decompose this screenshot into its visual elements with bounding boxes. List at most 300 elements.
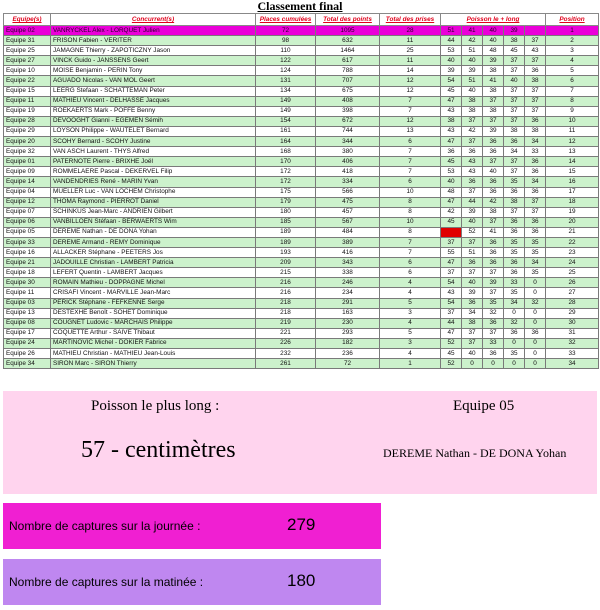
- fish-3-cell: 32: [483, 308, 504, 318]
- table-row: [4, 338, 599, 348]
- competitors-cell: ALLACKER Stéphane - PEETERS Jos: [51, 248, 256, 258]
- places-cell: 180: [256, 207, 316, 217]
- fish-4-cell: 37: [504, 157, 525, 167]
- header-concurrents: Concurrent(s): [51, 14, 256, 26]
- competitors-cell: DEREME Armand - REMY Dominique: [51, 237, 256, 247]
- fish-1-cell: 45: [441, 86, 462, 96]
- fish-5-cell: 37: [525, 197, 546, 207]
- competitors-cell: LOYSON Philippe - WAUTELET Bernard: [51, 126, 256, 136]
- fish-5-cell: 36: [525, 167, 546, 177]
- fish-4-cell: 36: [504, 187, 525, 197]
- places-cell: 168: [256, 147, 316, 157]
- position-cell: 26: [546, 278, 599, 288]
- header-points: Total des points: [316, 14, 380, 26]
- position-cell: 27: [546, 288, 599, 298]
- team-cell: Equipe 26: [4, 349, 51, 359]
- table-row: [4, 86, 599, 96]
- fish-1-cell: 36: [441, 147, 462, 157]
- points-cell: 617: [316, 56, 380, 66]
- position-cell: 25: [546, 268, 599, 278]
- prises-cell: 7: [380, 106, 441, 116]
- fish-5-cell: 37: [525, 36, 546, 46]
- team-cell: Equipe 21: [4, 258, 51, 268]
- points-cell: 338: [316, 268, 380, 278]
- fish-5-cell: 0: [525, 288, 546, 298]
- places-cell: 134: [256, 86, 316, 96]
- competitors-cell: JADOUILLE Christian - LAMBERT Patricia: [51, 258, 256, 268]
- points-cell: 475: [316, 197, 380, 207]
- team-cell: Equipe 32: [4, 147, 51, 157]
- prises-cell: 12: [380, 76, 441, 86]
- fish-3-cell: 38: [483, 86, 504, 96]
- table-header-row: [4, 14, 599, 26]
- fish-5-cell: 37: [525, 56, 546, 66]
- places-cell: 98: [256, 36, 316, 46]
- prises-cell: 11: [380, 56, 441, 66]
- fish-3-cell: 41: [483, 227, 504, 237]
- fish-1-cell: 40: [441, 177, 462, 187]
- table-row: [4, 328, 599, 338]
- competitors-cell: DEVOOGHT Gianni - EGEMEN Sémih: [51, 116, 256, 126]
- team-cell: Equipe 04: [4, 187, 51, 197]
- table-row: [4, 197, 599, 207]
- prises-cell: 7: [380, 96, 441, 106]
- table-row: [4, 96, 599, 106]
- places-cell: 149: [256, 106, 316, 116]
- header-position: Position: [546, 14, 599, 26]
- page-title: Classement final: [257, 0, 343, 13]
- position-cell: 14: [546, 157, 599, 167]
- table-row: [4, 308, 599, 318]
- competitors-cell: ROEKAERTS Mark - POFFE Benny: [51, 106, 256, 116]
- table-row: [4, 26, 599, 36]
- fish-1-cell: 52: [441, 338, 462, 348]
- fish-5-cell: 36: [525, 328, 546, 338]
- fish-2-cell: 40: [462, 217, 483, 227]
- fish-1-cell: 43: [441, 106, 462, 116]
- places-cell: 149: [256, 96, 316, 106]
- fish-2-cell: 38: [462, 106, 483, 116]
- fish-2-cell: 40: [462, 278, 483, 288]
- team-cell: Equipe 14: [4, 177, 51, 187]
- fish-2-cell: 37: [462, 237, 483, 247]
- fish-2-cell: 43: [462, 157, 483, 167]
- prises-cell: 4: [380, 278, 441, 288]
- position-cell: 7: [546, 86, 599, 96]
- fish-1-cell: 54: [441, 278, 462, 288]
- fish-1-cell: 45: [441, 157, 462, 167]
- position-cell: 33: [546, 349, 599, 359]
- table-row: [4, 237, 599, 247]
- prises-cell: 7: [380, 167, 441, 177]
- team-cell: Equipe 13: [4, 308, 51, 318]
- fish-3-cell: 36: [483, 258, 504, 268]
- table-row: [4, 349, 599, 359]
- prises-cell: 5: [380, 328, 441, 338]
- fish-4-cell: 37: [504, 56, 525, 66]
- fish-2-cell: 37: [462, 137, 483, 147]
- competitors-cell: ROMMELAERE Pascal - DEKERVEL Filip: [51, 167, 256, 177]
- competitors-cell: MATHIEU Vincent - DELHASSE Jacques: [51, 96, 256, 106]
- fish-2-cell: 43: [462, 167, 483, 177]
- fish-1-cell: 47: [441, 96, 462, 106]
- fish-4-cell: 35: [504, 248, 525, 258]
- fish-2-cell: 38: [462, 318, 483, 328]
- fish-4-cell: 34: [504, 298, 525, 308]
- fish-4-cell: 35: [504, 349, 525, 359]
- fish-5-cell: 37: [525, 96, 546, 106]
- fish-3-cell: 38: [483, 66, 504, 76]
- points-cell: 291: [316, 298, 380, 308]
- team-cell: Equipe 24: [4, 338, 51, 348]
- fish-3-cell: 39: [483, 56, 504, 66]
- morning-captures-label: Nombre de captures sur la matinée :: [9, 575, 204, 589]
- places-cell: 179: [256, 197, 316, 207]
- fish-2-cell: 52: [462, 227, 483, 237]
- fish-5-cell: 37: [525, 106, 546, 116]
- points-cell: 398: [316, 106, 380, 116]
- prises-cell: 5: [380, 298, 441, 308]
- fish-1-cell: 45: [441, 217, 462, 227]
- ranking-table: [3, 13, 599, 369]
- position-cell: 9: [546, 106, 599, 116]
- fish-3-cell: 38: [483, 106, 504, 116]
- fish-5-cell: 0: [525, 318, 546, 328]
- competitors-cell: VAN ASCH Laurent - THYS Alfred: [51, 147, 256, 157]
- team-cell: Equipe 11: [4, 96, 51, 106]
- fish-5-cell: 38: [525, 76, 546, 86]
- fish-1-cell: 54: [441, 298, 462, 308]
- position-cell: 3: [546, 46, 599, 56]
- fish-4-cell: 35: [504, 288, 525, 298]
- points-cell: 293: [316, 328, 380, 338]
- competitors-cell: MARTINOVIC Michel - DOKIER Fabrice: [51, 338, 256, 348]
- fish-2-cell: 37: [462, 268, 483, 278]
- fish-4-cell: 34: [504, 147, 525, 157]
- points-cell: 707: [316, 76, 380, 86]
- fish-4-cell: 37: [504, 86, 525, 96]
- prises-cell: 6: [380, 177, 441, 187]
- fish-1-cell: 43: [441, 288, 462, 298]
- points-cell: 744: [316, 126, 380, 136]
- points-cell: 672: [316, 116, 380, 126]
- points-cell: 236: [316, 349, 380, 359]
- places-cell: 221: [256, 328, 316, 338]
- team-cell: Equipe 18: [4, 268, 51, 278]
- competitors-cell: AGUADO Nicolas - VAN MOL Geert: [51, 76, 256, 86]
- fish-3-cell: 36: [483, 349, 504, 359]
- prises-cell: 7: [380, 248, 441, 258]
- fish-3-cell: 41: [483, 76, 504, 86]
- fish-5-cell: 34: [525, 258, 546, 268]
- places-cell: 189: [256, 237, 316, 247]
- team-cell: Equipe 19: [4, 106, 51, 116]
- fish-4-cell: 37: [504, 66, 525, 76]
- table-row: [4, 318, 599, 328]
- fish-2-cell: 39: [462, 207, 483, 217]
- fish-4-cell: 37: [504, 96, 525, 106]
- points-cell: 389: [316, 237, 380, 247]
- fish-1-cell: 39: [441, 66, 462, 76]
- fish-1-cell: 37: [441, 237, 462, 247]
- places-cell: 218: [256, 308, 316, 318]
- places-cell: 218: [256, 298, 316, 308]
- competitors-cell: MATHIEU Christian - MATHIEU Jean-Louis: [51, 349, 256, 359]
- team-cell: Equipe 09: [4, 167, 51, 177]
- prises-cell: 10: [380, 187, 441, 197]
- prises-cell: 7: [380, 147, 441, 157]
- table-row: [4, 46, 599, 56]
- competitors-cell: JAMAGNE Thierry - ZAPOTICZNY Jason: [51, 46, 256, 56]
- places-cell: 172: [256, 177, 316, 187]
- position-cell: 12: [546, 137, 599, 147]
- fish-2-cell: 40: [462, 56, 483, 66]
- prises-cell: 14: [380, 66, 441, 76]
- fish-3-cell: 48: [483, 46, 504, 56]
- points-cell: 418: [316, 167, 380, 177]
- fish-5-cell: 43: [525, 46, 546, 56]
- fish-2-cell: 38: [462, 96, 483, 106]
- fish-3-cell: 37: [483, 96, 504, 106]
- table-row: [4, 177, 599, 187]
- fish-3-cell: 37: [483, 268, 504, 278]
- fish-1-cell: 55: [441, 248, 462, 258]
- fish-2-cell: 42: [462, 36, 483, 46]
- fish-5-cell: 37: [525, 86, 546, 96]
- fish-4-cell: 0: [504, 338, 525, 348]
- fish-4-cell: 38: [504, 197, 525, 207]
- points-cell: 566: [316, 187, 380, 197]
- position-cell: 24: [546, 258, 599, 268]
- table-row: [4, 36, 599, 46]
- fish-3-cell: 36: [483, 147, 504, 157]
- team-cell: Equipe 30: [4, 278, 51, 288]
- position-cell: 2: [546, 36, 599, 46]
- fish-1-cell: 45: [441, 349, 462, 359]
- table-row: [4, 137, 599, 147]
- places-cell: 172: [256, 167, 316, 177]
- fish-4-cell: 35: [504, 177, 525, 187]
- points-cell: 343: [316, 258, 380, 268]
- places-cell: 170: [256, 157, 316, 167]
- fish-2-cell: 51: [462, 76, 483, 86]
- fish-2-cell: 37: [462, 328, 483, 338]
- table-row: [4, 359, 599, 369]
- fish-4-cell: 36: [504, 137, 525, 147]
- fish-4-cell: 37: [504, 167, 525, 177]
- prises-cell: 13: [380, 126, 441, 136]
- prises-cell: 6: [380, 258, 441, 268]
- fish-2-cell: 36: [462, 298, 483, 308]
- fish-4-cell: 36: [504, 258, 525, 268]
- fish-4-cell: 36: [504, 268, 525, 278]
- table-row: [4, 56, 599, 66]
- fish-3-cell: 40: [483, 36, 504, 46]
- fish-1-cell: 47: [441, 328, 462, 338]
- team-cell: Equipe 01: [4, 157, 51, 167]
- fish-2-cell: 39: [462, 66, 483, 76]
- position-cell: 16: [546, 177, 599, 187]
- fish-3-cell: 37: [483, 328, 504, 338]
- fish-4-cell: 32: [504, 318, 525, 328]
- morning-captures-value: 180: [287, 571, 316, 590]
- places-cell: 124: [256, 66, 316, 76]
- fish-3-cell: 40: [483, 167, 504, 177]
- team-cell: Equipe 22: [4, 76, 51, 86]
- team-cell: Equipe 25: [4, 46, 51, 56]
- points-cell: 344: [316, 137, 380, 147]
- fish-4-cell: 38: [504, 36, 525, 46]
- position-cell: 21: [546, 227, 599, 237]
- competitors-cell: SIRON Marc - SIRON Thierry: [51, 359, 256, 369]
- fish-5-cell: 0: [525, 308, 546, 318]
- competitors-cell: LEFERT Quentin - LAMBERT Jacques: [51, 268, 256, 278]
- fish-3-cell: 35: [483, 298, 504, 308]
- prises-cell: 6: [380, 268, 441, 278]
- fish-2-cell: 37: [462, 116, 483, 126]
- fish-5-cell: 0: [525, 359, 546, 369]
- fish-5-cell: 36: [525, 187, 546, 197]
- table-row: [4, 268, 599, 278]
- table-row: [4, 76, 599, 86]
- fish-3-cell: 36: [483, 318, 504, 328]
- fish-1-cell: 53: [441, 46, 462, 56]
- team-cell: Equipe 33: [4, 237, 51, 247]
- fish-5-cell: 38: [525, 126, 546, 136]
- fish-2-cell: 41: [462, 26, 483, 36]
- team-cell: Equipe 27: [4, 56, 51, 66]
- fish-5-cell: 0: [525, 349, 546, 359]
- fish-1-cell: 38: [441, 116, 462, 126]
- places-cell: 216: [256, 278, 316, 288]
- fish-4-cell: 40: [504, 76, 525, 86]
- places-cell: 164: [256, 137, 316, 147]
- fish-1-cell: 43: [441, 126, 462, 136]
- fish-1-cell: 54: [441, 76, 462, 86]
- fish-4-cell: 45: [504, 46, 525, 56]
- competitors-cell: PATERNOTE Pierre - BRIXHE Joël: [51, 157, 256, 167]
- fish-4-cell: 37: [504, 106, 525, 116]
- fish-2-cell: 0: [462, 359, 483, 369]
- fish-3-cell: 33: [483, 338, 504, 348]
- places-cell: 193: [256, 248, 316, 258]
- fish-1-cell: 42: [441, 207, 462, 217]
- position-cell: 13: [546, 147, 599, 157]
- fish-2-cell: 37: [462, 187, 483, 197]
- team-cell: Equipe 15: [4, 86, 51, 96]
- places-cell: 261: [256, 359, 316, 369]
- position-cell: 31: [546, 328, 599, 338]
- fish-2-cell: 36: [462, 258, 483, 268]
- table-row: [4, 248, 599, 258]
- fish-1-cell: 37: [441, 308, 462, 318]
- fish-1-cell: 47: [441, 258, 462, 268]
- table-row: [4, 207, 599, 217]
- points-cell: 182: [316, 338, 380, 348]
- fish-3-cell: 40: [483, 26, 504, 36]
- header-poisson: Poisson le + long: [441, 14, 546, 26]
- longest-fish-length: 57 - centimètres: [81, 437, 236, 463]
- position-cell: 20: [546, 217, 599, 227]
- header-equipe: Equipe(s): [4, 14, 51, 26]
- points-cell: 408: [316, 96, 380, 106]
- team-cell: Equipe 07: [4, 207, 51, 217]
- fish-4-cell: 36: [504, 217, 525, 227]
- places-cell: 215: [256, 268, 316, 278]
- position-cell: 4: [546, 56, 599, 66]
- table-row: [4, 187, 599, 197]
- competitors-cell: DEREME Nathan - DE DONA Yohan: [51, 227, 256, 237]
- fish-2-cell: 37: [462, 338, 483, 348]
- team-cell: Equipe 05: [4, 227, 51, 237]
- competitors-cell: VANBILLOEN Stéfaan - BERWAERTS Wim: [51, 217, 256, 227]
- team-cell: Equipe 11: [4, 288, 51, 298]
- team-cell: Equipe 06: [4, 217, 51, 227]
- prises-cell: 3: [380, 338, 441, 348]
- fish-3-cell: 37: [483, 157, 504, 167]
- points-cell: 457: [316, 207, 380, 217]
- team-cell: Equipe 20: [4, 137, 51, 147]
- fish-5-cell: 35: [525, 268, 546, 278]
- longest-fish-label: Poisson le plus long :: [91, 398, 220, 414]
- team-cell: Equipe 31: [4, 36, 51, 46]
- competitors-cell: FRISON Fabien - VERITER: [51, 36, 256, 46]
- fish-2-cell: 40: [462, 349, 483, 359]
- prises-cell: 4: [380, 318, 441, 328]
- fish-2-cell: 40: [462, 86, 483, 96]
- position-cell: 22: [546, 237, 599, 247]
- fish-2-cell: 51: [462, 248, 483, 258]
- longest-fish-names: DEREME Nathan - DE DONA Yohan: [383, 446, 567, 460]
- fish-3-cell: 39: [483, 126, 504, 136]
- fish-1-cell: 40: [441, 56, 462, 66]
- table-row: [4, 227, 599, 237]
- team-cell: Equipe 10: [4, 66, 51, 76]
- places-cell: 219: [256, 318, 316, 328]
- fish-3-cell: 39: [483, 278, 504, 288]
- competitors-cell: COUGNET Ludovic - MARCHAIS Philippe: [51, 318, 256, 328]
- fish-1-cell: 47: [441, 197, 462, 207]
- prises-cell: 7: [380, 237, 441, 247]
- fish-4-cell: 33: [504, 278, 525, 288]
- fish-3-cell: 0: [483, 359, 504, 369]
- points-cell: 406: [316, 157, 380, 167]
- position-cell: 10: [546, 116, 599, 126]
- points-cell: 334: [316, 177, 380, 187]
- fish-1-cell: 57: [441, 227, 462, 237]
- table-row: [4, 278, 599, 288]
- longest-fish-team: Equipe 05: [453, 398, 515, 414]
- points-cell: 416: [316, 248, 380, 258]
- places-cell: 232: [256, 349, 316, 359]
- fish-1-cell: 44: [441, 318, 462, 328]
- prises-cell: 1: [380, 359, 441, 369]
- fish-3-cell: 37: [483, 288, 504, 298]
- competitors-cell: COQUETTE Arthur - SAIVE Thibaut: [51, 328, 256, 338]
- prises-cell: 10: [380, 217, 441, 227]
- table-row: [4, 217, 599, 227]
- prises-cell: 7: [380, 157, 441, 167]
- fish-5-cell: 35: [525, 248, 546, 258]
- fish-4-cell: 35: [504, 237, 525, 247]
- points-cell: 72: [316, 359, 380, 369]
- fish-1-cell: 44: [441, 36, 462, 46]
- fish-1-cell: 52: [441, 359, 462, 369]
- fish-3-cell: 36: [483, 248, 504, 258]
- points-cell: 163: [316, 308, 380, 318]
- fish-1-cell: 48: [441, 187, 462, 197]
- table-row: [4, 167, 599, 177]
